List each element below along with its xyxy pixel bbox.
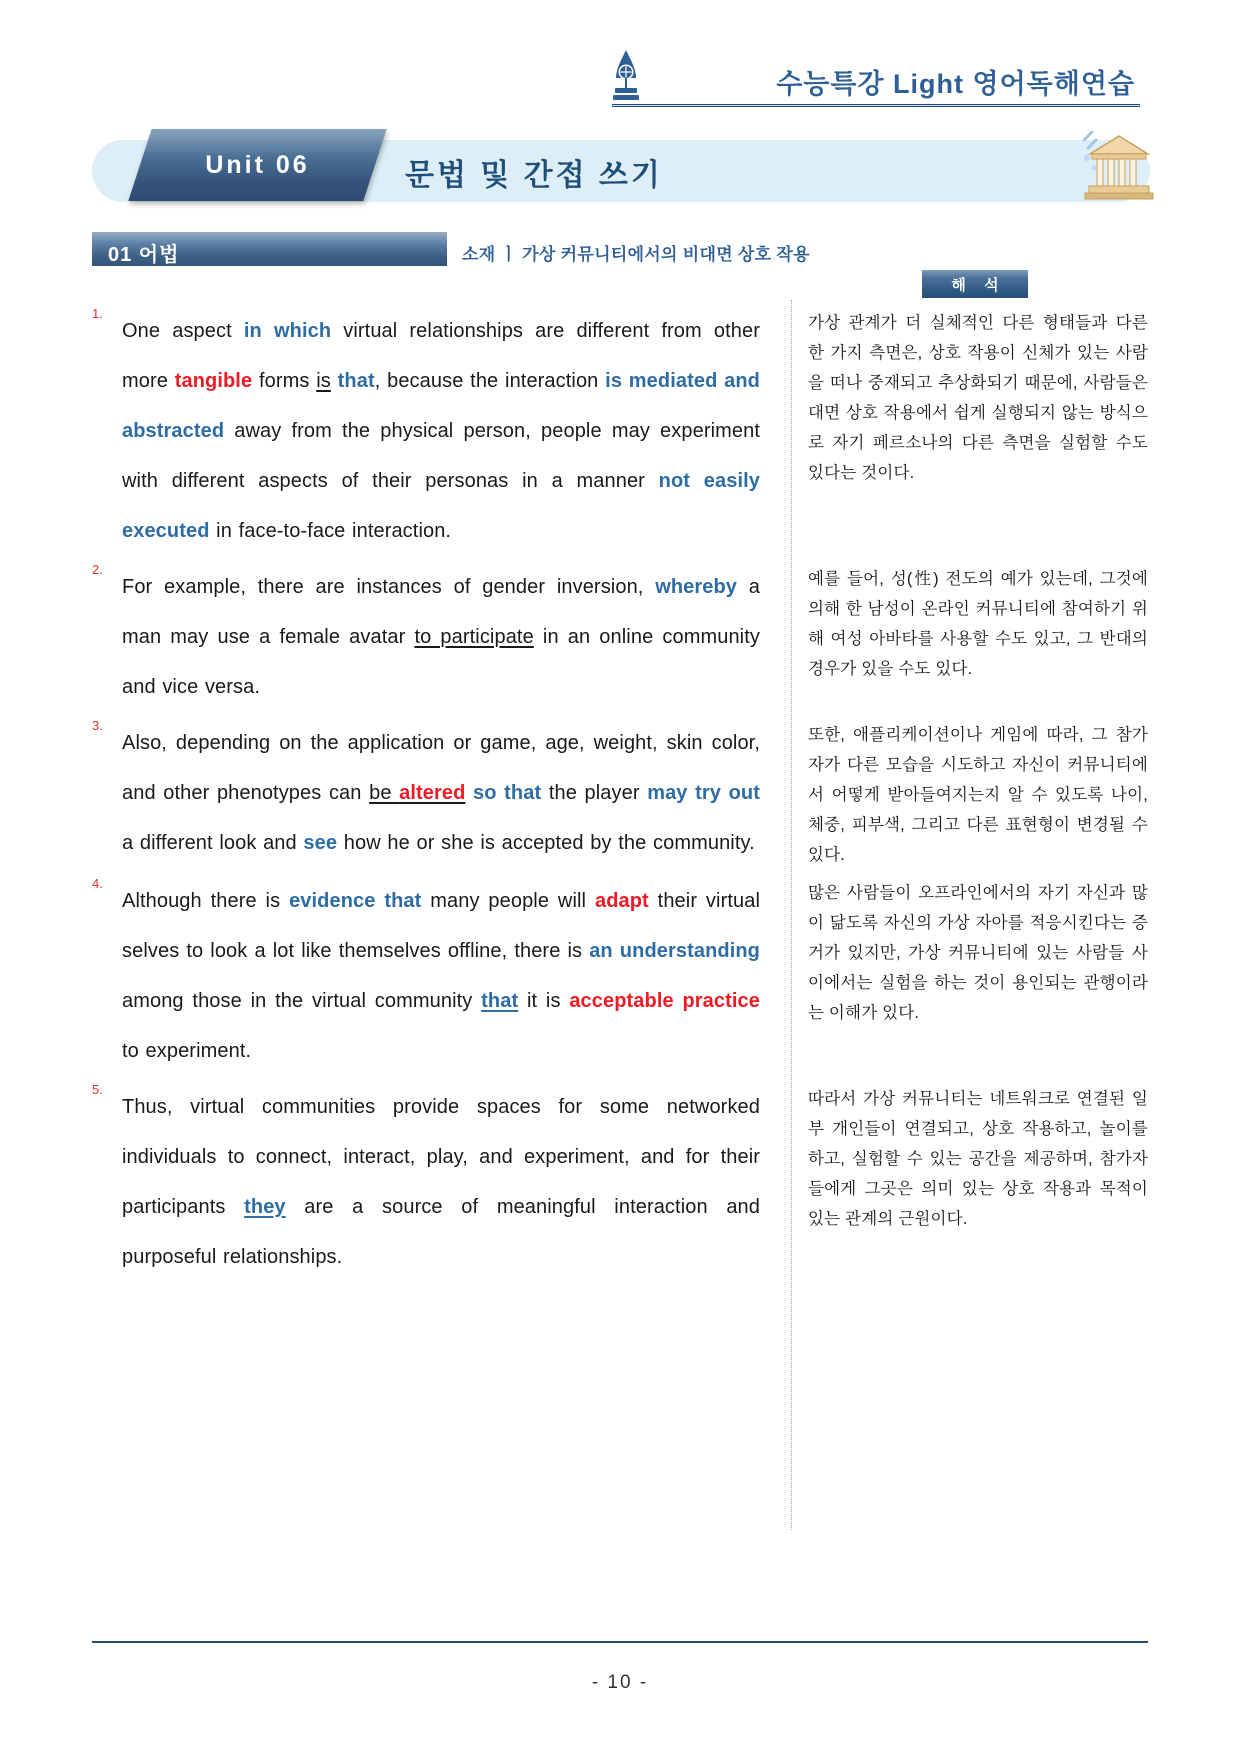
footer-rule: [92, 1641, 1148, 1643]
content-area: [92, 306, 1148, 1288]
korean-column: [782, 876, 1148, 1076]
passage-item: [92, 1082, 1148, 1282]
greek-temple-icon: [1078, 128, 1160, 202]
fountain-pen-icon: [605, 48, 647, 106]
unit-title: 문법 및 간접 쓰기: [405, 159, 663, 192]
item-number: 1.: [92, 306, 103, 321]
korean-column: [782, 562, 1148, 712]
header-rule-light: [612, 105, 1140, 106]
korean-translation: 따라서 가상 커뮤니티는 네트워크로 연결된 일부 개인들이 연결되고, 상호 작용하고, 놀이를 하고, 실험할 수 있는 공간을 제공하며, 참가자들에게 그곳은 의미 있는 상호 작용과 목적이 있는 관계의 근원이다.: [808, 1090, 1148, 1228]
english-column: [92, 562, 782, 712]
section-number-label: 01 어법: [108, 244, 180, 266]
korean-column: [782, 718, 1148, 870]
english-column: [92, 718, 782, 870]
korean-column: [782, 1082, 1148, 1282]
english-column: [92, 306, 782, 556]
english-sentence: For example, there are instances of gender inversion, whereby a man may use a female avatar to participate in an online community and vice versa.: [122, 576, 760, 698]
item-number: 5.: [92, 1082, 103, 1097]
english-sentence: One aspect in which virtual relationships are different from other more tangible forms is that, because the interaction is mediated and abstracted away from the physical person, people may experiment with different aspects of their personas in a manner not easily executed in face-to-face interaction.: [122, 320, 760, 542]
passage-item: [92, 306, 1148, 556]
item-number: 2.: [92, 562, 103, 577]
item-number: 3.: [92, 718, 103, 733]
item-number: 4.: [92, 876, 103, 891]
korean-translation: 가상 관계가 더 실체적인 다른 형태들과 다른 한 가지 측면은, 상호 작용이 신체가 있는 사람을 떠나 중재되고 추상화되기 때문에, 사람들은 대면 상호 작용에서 쉽게 실행되지 않는 방식으로 자기 페르소나의 다른 측면을 실험할 수도 있다는 것이다.: [808, 314, 1148, 482]
section-topic-label: 소재 ㅣ 가상 커뮤니티에서의 비대면 상호 작용: [462, 245, 810, 264]
english-sentence: Although there is evidence that many people will adapt their virtual selves to look a lot like themselves offline, there is an understanding among those in the virtual community that it is acceptable practice to experiment.: [122, 890, 760, 1062]
interpretation-badge: 해 석: [922, 270, 1028, 298]
unit-tag-label: Unit 06: [205, 150, 310, 179]
korean-column: [782, 306, 1148, 556]
passage-item: [92, 562, 1148, 712]
header-title: 수능특강 Light 영어독해연습: [776, 69, 1135, 99]
korean-translation: 예를 들어, 성(性) 전도의 예가 있는데, 그것에 의해 한 남성이 온라인 커뮤니티에 참여하기 위해 여성 아바타를 사용할 수도 있고, 그 반대의 경우가 있을 수도 있다.: [808, 570, 1148, 678]
page-header: [0, 0, 1240, 118]
english-sentence: Thus, virtual communities provide spaces for some networked individuals to connect, interact, play, and experiment, and for their participants they are a source of meaningful interaction and purposeful relationships.: [122, 1096, 760, 1268]
korean-translation: 또한, 애플리케이션이나 게임에 따라, 그 참가자가 다른 모습을 시도하고 자신이 커뮤니티에서 어떻게 받아들여지는지 알 수 있도록 나이, 체중, 피부색, 그리고 다른 표현형이 변경될 수 있다.: [808, 726, 1148, 864]
korean-translation: 많은 사람들이 오프라인에서의 자기 자신과 많이 닮도록 자신의 가상 자아를 적응시킨다는 증거가 있지만, 가상 커뮤니티에 있는 사람들 사이에서는 실험을 하는 것이 용인되는 관행이라는 이해가 있다.: [808, 884, 1148, 1022]
english-sentence: Also, depending on the application or game, age, weight, skin color, and other phenotypes can be altered so that the player may try out a different look and see how he or she is accepted by the community.: [122, 732, 760, 854]
page-number: - 10 -: [591, 1672, 649, 1693]
english-column: [92, 876, 782, 1076]
english-column: [92, 1082, 782, 1282]
passage-item: [92, 718, 1148, 870]
passage-item: [92, 876, 1148, 1076]
